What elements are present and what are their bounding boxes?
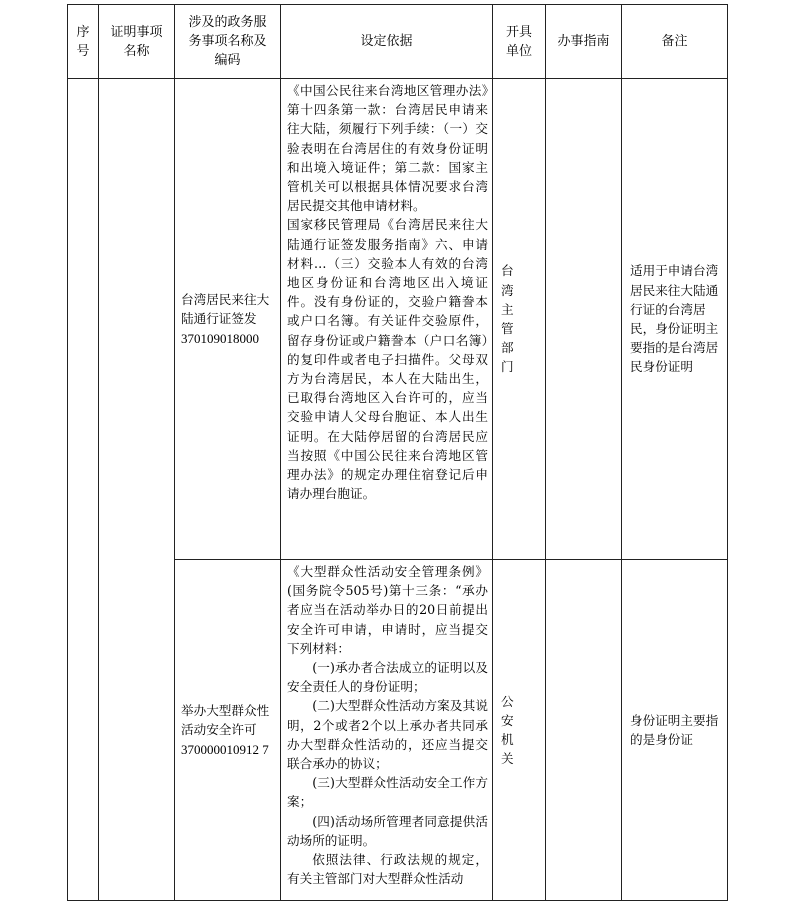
table-row bbox=[68, 79, 728, 560]
cell-guide bbox=[546, 560, 622, 901]
basis-paragraph: (四)活动场所管理者同意提供活动场所的证明。 bbox=[287, 813, 488, 848]
basis-paragraph: (一)承办者合法成立的证明以及安全责任人的身份证明； bbox=[287, 660, 488, 695]
basis-paragraph: 国家移民管理局《台湾居民来往大陆通行证签发服务指南》六、申请材料…（三）交验本人有效的台湾地区身份证和台湾地区出入境证件。没有身份证的，交验户籍誊本或户口名簿。有关证件交验原件，留存身份证或户籍誊本（户口名簿）的复印件或者电子扫描件。父母双方为台湾居民，本人在大陆出生，已取得台湾地区入台许可的，应当交验申请人父母台胞证、本人出生证明。在大陆停居留的台湾居民应当按照《中国公民往来台湾地区管理办法》的规定办理住宿登记后申请办理台胞证。 bbox=[287, 217, 488, 502]
service-code: 370000010912 7 bbox=[181, 741, 269, 757]
cell-item-name bbox=[99, 79, 175, 901]
certificate-items-table bbox=[67, 4, 728, 901]
cell-remarks: 适用于申请台湾居民来往大陆通行证的台湾居民，身份证明主要指的是台湾居民身份证明 bbox=[622, 79, 728, 560]
header-item-name: 证明事项名称 bbox=[99, 5, 175, 79]
header-basis: 设定依据 bbox=[281, 5, 493, 79]
service-name: 台湾居民来往大陆通行证签发 bbox=[181, 292, 270, 327]
cell-remarks: 身份证明主要指的是身份证 bbox=[622, 560, 728, 901]
basis-paragraph: 《中国公民往来台湾地区管理办法》第十四条第一款：台湾居民申请来往大陆，须履行下列手续：（一）交验表明在台湾居住的有效身份证明和出境入境证件；第二款：国家主管机关可以根据具体情况要求台湾居民提交其他申请材料。 bbox=[287, 83, 488, 214]
basis-paragraph: (二)大型群众性活动方案及其说明，2个或者2个以上承办者共同承办大型群众性活动的，还应当提交联合承办的协议； bbox=[287, 698, 488, 772]
cell-basis bbox=[281, 79, 493, 560]
service-code: 370109018000 bbox=[181, 330, 259, 346]
cell-guide bbox=[546, 79, 622, 560]
cell-issuer: 公安机关 bbox=[493, 560, 546, 901]
header-remarks: 备注 bbox=[622, 5, 728, 79]
cell-issuer: 台湾主管部门 bbox=[493, 79, 546, 560]
header-guide: 办事指南 bbox=[546, 5, 622, 79]
header-service: 涉及的政务服务事项名称及编码 bbox=[175, 5, 281, 79]
basis-paragraph: 依照法律、行政法规的规定，有关主管部门对大型群众性活动 bbox=[287, 852, 488, 887]
cell-service bbox=[175, 79, 281, 560]
header-issuer: 开具单位 bbox=[493, 5, 546, 79]
basis-paragraph: 《大型群众性活动安全管理条例》(国务院令505号)第十三条：“承办者应当在活动举办日的20日前提出安全许可申请，申请时，应当提交下列材料： bbox=[287, 564, 488, 656]
cell-basis bbox=[281, 560, 493, 901]
header-seq: 序号 bbox=[68, 5, 99, 79]
service-name: 举办大型群众性活动安全许可 bbox=[181, 703, 270, 738]
basis-paragraph: (三)大型群众性活动安全工作方案； bbox=[287, 775, 488, 810]
table-header-row bbox=[68, 5, 728, 79]
cell-seq bbox=[68, 79, 99, 901]
cell-service bbox=[175, 560, 281, 901]
